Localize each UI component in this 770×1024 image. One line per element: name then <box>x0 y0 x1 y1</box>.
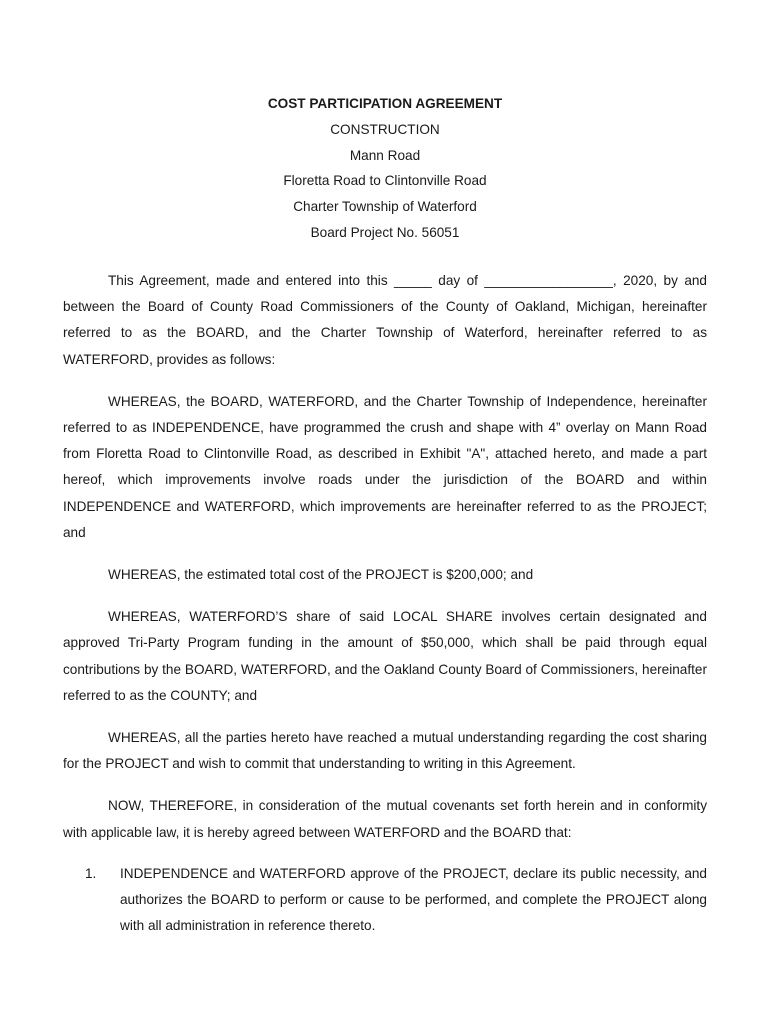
project-number: Board Project No. 56051 <box>310 224 460 240</box>
numbered-item <box>63 861 707 940</box>
document-title: COST PARTICIPATION AGREEMENT <box>267 96 503 111</box>
whereas-understanding-paragraph: WHEREAS, all the parties hereto have reached a mutual understanding regarding the cost sharing for the PROJECT and wish to commit that understanding to writing in this Agreement. <box>63 730 707 772</box>
document-subtitle: CONSTRUCTION <box>330 121 440 137</box>
whereas-share-paragraph: WHEREAS, WATERFORD’S share of said LOCAL SHARE involves certain designated and approved Tri-Party Program funding in the amount of $50,000, which shall be paid through equal contributions by the BOARD, WATERFORD, and the Oakland County Board of Commissioners, hereinafter referred to as the COUNTY; and <box>63 609 707 703</box>
agreement-intro-paragraph: This Agreement, made and entered into this _____ day of _________________, 2020, by and between the Board of County Road Commissioners of the County of Oakland, Michigan, hereinafter referred to as the BOARD, and the Charter Township of Waterford, hereinafter referred to as WATERFORD, provides as follows: <box>63 273 707 367</box>
document-body <box>63 268 707 939</box>
item-number: 1. <box>85 865 97 881</box>
road-name: Mann Road <box>349 147 421 163</box>
document-header <box>0 91 770 246</box>
whereas-cost-paragraph: WHEREAS, the estimated total cost of the PROJECT is $200,000; and <box>108 567 534 583</box>
item-text: INDEPENDENCE and WATERFORD approve of the PROJECT, declare its public necessity, and authorizes the BOARD to perform or cause to be performed, and complete the PROJECT along with all administration in reference thereto. <box>120 865 707 934</box>
road-segment: Floretta Road to Clintonville Road <box>283 173 487 189</box>
now-therefore-paragraph: NOW, THEREFORE, in consideration of the mutual covenants set forth herein and in conformity with applicable law, it is hereby agreed between WATERFORD and the BOARD that: <box>63 798 707 840</box>
township-name: Charter Township of Waterford <box>293 199 477 215</box>
whereas-project-paragraph: WHEREAS, the BOARD, WATERFORD, and the Charter Township of Independence, hereinafter referred to as INDEPENDENCE, have programmed the crush and shape with 4” overlay on Mann Road from Floretta Road to Clintonville Road, as described in Exhibit "A", attached hereto, and made a part hereof, which improvements involve roads under the jurisdiction of the BOARD and within INDEPENDENCE and WATERFORD, which improvements are hereinafter referred to as the PROJECT; and <box>63 393 707 540</box>
